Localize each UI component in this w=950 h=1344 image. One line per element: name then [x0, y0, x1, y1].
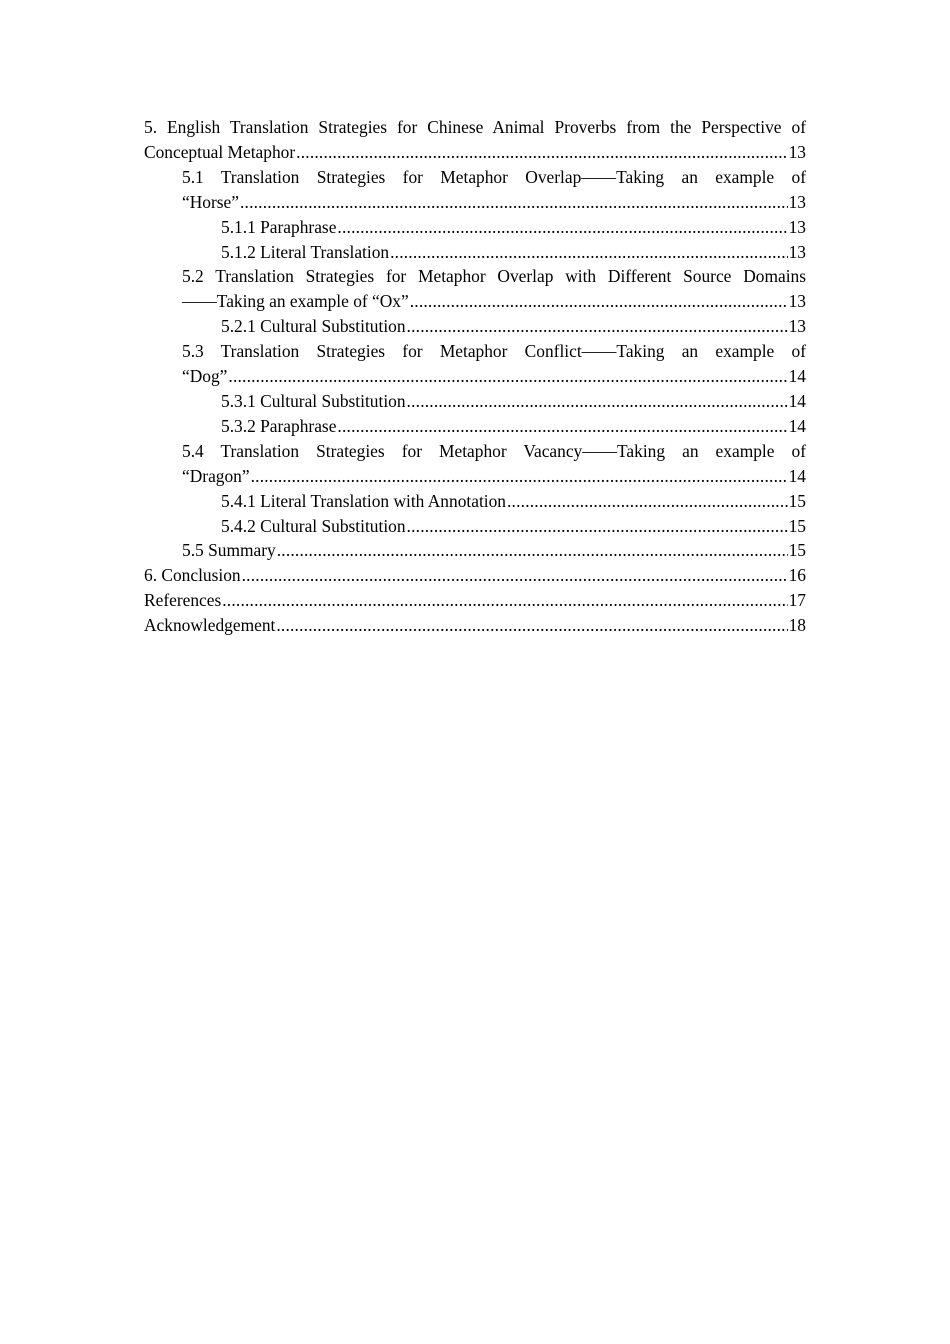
dot-leader [407, 314, 788, 339]
toc-entry-title: 5.2.1 Cultural Substitution [221, 316, 406, 337]
toc-entry-title-line1: 5. English Translation Strategies for Chinese Animal Proverbs from the Perspective of [144, 117, 806, 137]
toc-entry-references[interactable] [144, 588, 806, 613]
toc-entry-title-line1: 5.4 Translation Strategies for Metaphor Vacancy——Taking an example of [182, 440, 806, 461]
toc-entry-title-line1: 5.2 Translation Strategies for Metaphor Overlap with Different Source Domains [182, 266, 806, 287]
toc-entry-5-4-1[interactable] [144, 489, 806, 514]
dot-leader [228, 364, 787, 389]
toc-entry-title: 6. Conclusion [144, 565, 241, 586]
toc-entry-title: “Dog” [182, 366, 228, 387]
toc-entry-title: 5.3.2 Paraphrase [221, 415, 337, 436]
toc-entry-5-2[interactable] [144, 264, 806, 314]
toc-page-number: 13 [788, 216, 806, 237]
dot-leader [251, 464, 788, 489]
dot-leader [222, 588, 787, 613]
toc-entry-6[interactable] [144, 563, 806, 588]
toc-page-number: 15 [788, 490, 806, 511]
toc-entry-title: 5.5 Summary [182, 540, 276, 561]
toc-page-number: 14 [788, 415, 806, 436]
dot-leader [242, 563, 788, 588]
toc-page-number: 13 [788, 141, 806, 162]
toc-entry-title: 5.3.1 Cultural Substitution [221, 390, 406, 411]
toc-entry-title: 5.4.1 Literal Translation with Annotation [221, 490, 506, 511]
dot-leader [410, 289, 788, 314]
toc-entry-title: Acknowledgement [144, 615, 276, 636]
toc-entry-title: “Dragon” [182, 465, 250, 486]
toc-page-number: 13 [788, 241, 806, 262]
toc-entry-5-3[interactable] [144, 339, 806, 389]
toc-entry-title: 5.4.2 Cultural Substitution [221, 515, 406, 536]
toc-page-number: 14 [788, 465, 806, 486]
toc-entry-5-5[interactable] [144, 538, 806, 563]
toc-page-number: 17 [788, 590, 806, 611]
toc-entry-title: 5.1.2 Literal Translation [221, 241, 390, 262]
toc-entry-title-line1: 5.3 Translation Strategies for Metaphor Conflict——Taking an example of [182, 341, 806, 362]
toc-entry-title: Conceptual Metaphor [144, 141, 296, 162]
toc-entry-5-2-1[interactable] [144, 314, 806, 339]
toc-page-number: 16 [788, 565, 806, 586]
toc-entry-title: “Horse” [182, 191, 239, 212]
toc-page-number: 15 [788, 540, 806, 561]
dot-leader [337, 215, 787, 240]
dot-leader [390, 240, 788, 265]
toc-entry-5-3-1[interactable] [144, 389, 806, 414]
toc-entry-5-3-2[interactable] [144, 414, 806, 439]
dot-leader [407, 514, 788, 539]
dot-leader [277, 538, 788, 563]
toc-entry-title-line1: 5.1 Translation Strategies for Metaphor Overlap——Taking an example of [182, 166, 806, 187]
toc-entry-title: References [144, 590, 222, 611]
toc-page-number: 15 [788, 515, 806, 536]
dot-leader [337, 414, 787, 439]
dot-leader [507, 489, 788, 514]
toc-entry-5-1-1[interactable] [144, 215, 806, 240]
toc-entry-title: ——Taking an example of “Ox” [182, 291, 409, 312]
toc-entry-5-1[interactable] [144, 165, 806, 215]
dot-leader [240, 190, 788, 215]
toc-page-number: 14 [788, 366, 806, 387]
dot-leader [276, 613, 787, 638]
toc-page-number: 13 [788, 291, 806, 312]
toc-entry-acknowledgement[interactable] [144, 613, 806, 638]
toc-entry-5-1-2[interactable] [144, 240, 806, 265]
toc-entry-5-4[interactable] [144, 439, 806, 489]
dot-leader [296, 140, 787, 165]
dot-leader [407, 389, 788, 414]
toc-page-number: 13 [788, 316, 806, 337]
toc-page-number: 18 [788, 615, 806, 636]
toc-entry-5-4-2[interactable] [144, 514, 806, 539]
toc-page-number: 14 [788, 390, 806, 411]
toc-page-number: 13 [788, 191, 806, 212]
table-of-contents [144, 115, 806, 638]
toc-entry-5[interactable] [144, 115, 806, 165]
toc-entry-title: 5.1.1 Paraphrase [221, 216, 337, 237]
